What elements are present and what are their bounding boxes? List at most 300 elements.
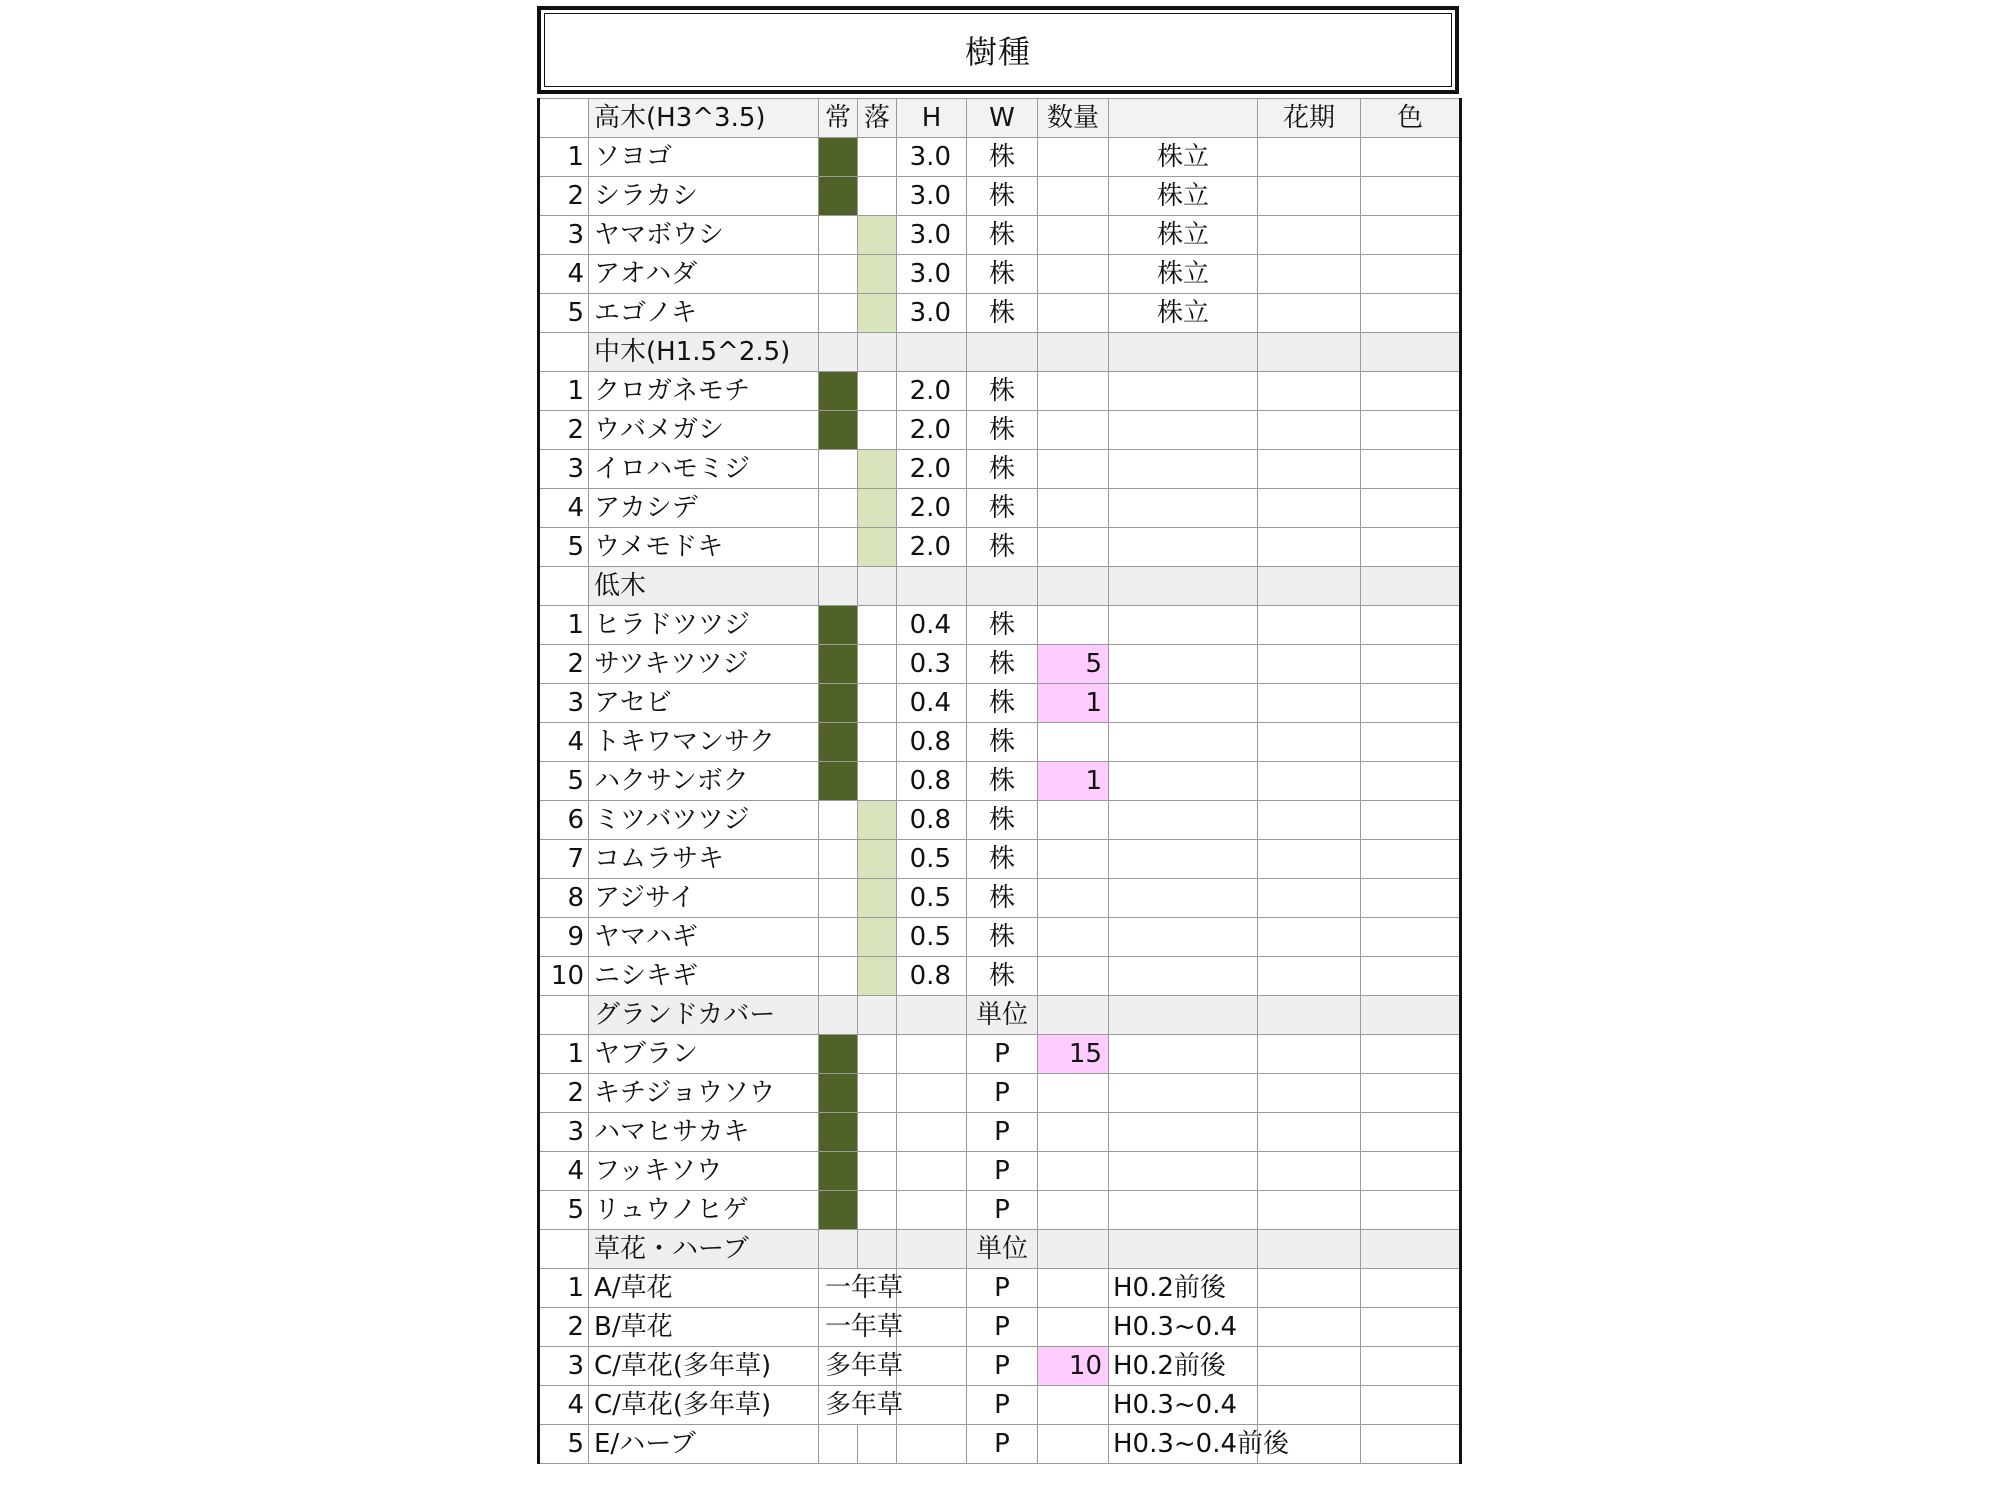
evergreen-cell [819, 684, 858, 723]
quantity-cell [1038, 879, 1109, 918]
plant-name: ヤマボウシ [589, 216, 819, 255]
color-cell [1361, 1386, 1461, 1425]
plant-name: ヒラドツツジ [589, 606, 819, 645]
quantity-cell [1038, 216, 1109, 255]
height-value: 2.0 [897, 450, 967, 489]
section-row [539, 333, 1461, 372]
quantity-cell [1038, 177, 1109, 216]
unit-value: 株 [967, 918, 1038, 957]
section-unit [967, 567, 1038, 606]
table-row [539, 1347, 1461, 1386]
note-cell [1109, 1074, 1258, 1113]
bloom-cell [1258, 840, 1361, 879]
header-deciduous: 落 [858, 99, 897, 138]
section-qty [1038, 996, 1109, 1035]
quantity-cell [1038, 255, 1109, 294]
note-cell: 株立 [1109, 255, 1258, 294]
deciduous-cell [858, 489, 897, 528]
section-bloom [1258, 996, 1361, 1035]
table-row [539, 255, 1461, 294]
height-value [897, 1269, 967, 1308]
plant-name: シラカシ [589, 177, 819, 216]
note-cell [1109, 606, 1258, 645]
height-value [897, 1308, 967, 1347]
bloom-cell [1258, 216, 1361, 255]
quantity-cell [1038, 606, 1109, 645]
table-row [539, 177, 1461, 216]
row-number: 5 [539, 294, 589, 333]
height-value: 0.3 [897, 645, 967, 684]
unit-value: 株 [967, 528, 1038, 567]
section-h [897, 567, 967, 606]
section-qty [1038, 567, 1109, 606]
row-number: 2 [539, 177, 589, 216]
row-number: 1 [539, 606, 589, 645]
evergreen-cell [819, 528, 858, 567]
row-number: 4 [539, 489, 589, 528]
height-value: 3.0 [897, 294, 967, 333]
table-row [539, 1152, 1461, 1191]
section-row [539, 567, 1461, 606]
unit-value: P [967, 1308, 1038, 1347]
plant-name: ウメモドキ [589, 528, 819, 567]
row-number: 9 [539, 918, 589, 957]
deciduous-cell [858, 879, 897, 918]
deciduous-cell [858, 762, 897, 801]
section-bloom [1258, 1230, 1361, 1269]
deciduous-cell [858, 840, 897, 879]
section-note [1109, 996, 1258, 1035]
row-number: 5 [539, 1425, 589, 1464]
table-row [539, 450, 1461, 489]
color-cell [1361, 1191, 1461, 1230]
color-cell [1361, 411, 1461, 450]
table-row [539, 1269, 1461, 1308]
header-bloom: 花期 [1258, 99, 1361, 138]
table-row [539, 957, 1461, 996]
section-note [1109, 1230, 1258, 1269]
row-number: 3 [539, 684, 589, 723]
quantity-cell [1038, 723, 1109, 762]
note-cell [1109, 372, 1258, 411]
quantity-cell: 15 [1038, 1035, 1109, 1074]
height-value: 0.4 [897, 684, 967, 723]
evergreen-cell [819, 918, 858, 957]
row-number: 4 [539, 723, 589, 762]
color-cell [1361, 684, 1461, 723]
quantity-cell [1038, 1152, 1109, 1191]
unit-value: 株 [967, 957, 1038, 996]
section-note [1109, 567, 1258, 606]
row-number: 1 [539, 138, 589, 177]
deciduous-cell [858, 801, 897, 840]
bloom-cell [1258, 1074, 1361, 1113]
table-row [539, 294, 1461, 333]
row-number: 2 [539, 1308, 589, 1347]
bloom-cell [1258, 489, 1361, 528]
height-value: 2.0 [897, 528, 967, 567]
table-row [539, 411, 1461, 450]
unit-value: 株 [967, 138, 1038, 177]
evergreen-cell [819, 957, 858, 996]
header-row [539, 99, 1461, 138]
plant-name: アセビ [589, 684, 819, 723]
plant-kind: 多年草 [819, 1347, 897, 1386]
deciduous-cell [858, 723, 897, 762]
unit-value: P [967, 1386, 1038, 1425]
table-row [539, 1074, 1461, 1113]
page-title: 樹種 [964, 33, 1031, 71]
section-h [897, 333, 967, 372]
height-value: 3.0 [897, 138, 967, 177]
title-box [537, 6, 1459, 94]
section-qty [1038, 333, 1109, 372]
bloom-cell [1258, 1347, 1361, 1386]
note-cell: H0.3~0.4 [1109, 1386, 1258, 1425]
table-row [539, 528, 1461, 567]
height-value: 2.0 [897, 372, 967, 411]
height-value: 0.8 [897, 801, 967, 840]
section-ev [819, 1230, 858, 1269]
height-value [897, 1386, 967, 1425]
plant-name: ハマヒサカキ [589, 1113, 819, 1152]
section-note [1109, 333, 1258, 372]
unit-value: P [967, 1074, 1038, 1113]
bloom-cell [1258, 1308, 1361, 1347]
section-dc [858, 567, 897, 606]
plant-name: サツキツツジ [589, 645, 819, 684]
note-cell [1109, 918, 1258, 957]
quantity-cell [1038, 1074, 1109, 1113]
section-title: 低木 [589, 567, 819, 606]
color-cell [1361, 918, 1461, 957]
plant-name: B/草花 [589, 1308, 819, 1347]
section-no [539, 1230, 589, 1269]
section-h [897, 996, 967, 1035]
bloom-cell [1258, 138, 1361, 177]
unit-value: 株 [967, 411, 1038, 450]
color-cell [1361, 801, 1461, 840]
header-category: 高木(H3^3.5) [589, 99, 819, 138]
unit-value: 株 [967, 294, 1038, 333]
table-row [539, 684, 1461, 723]
bloom-cell [1258, 411, 1361, 450]
quantity-cell: 10 [1038, 1347, 1109, 1386]
note-cell: 株立 [1109, 216, 1258, 255]
quantity-cell: 1 [1038, 684, 1109, 723]
deciduous-cell [858, 1074, 897, 1113]
height-value: 0.4 [897, 606, 967, 645]
deciduous-cell [858, 1035, 897, 1074]
evergreen-cell [819, 450, 858, 489]
note-cell [1109, 1191, 1258, 1230]
evergreen-cell [819, 801, 858, 840]
bloom-cell [1258, 1152, 1361, 1191]
plant-table [537, 98, 1462, 1464]
color-cell [1361, 1425, 1461, 1464]
deciduous-cell [858, 372, 897, 411]
section-title: 中木(H1.5^2.5) [589, 333, 819, 372]
color-cell [1361, 723, 1461, 762]
deciduous-cell [858, 177, 897, 216]
height-value: 0.8 [897, 957, 967, 996]
evergreen-cell [819, 294, 858, 333]
quantity-cell [1038, 1191, 1109, 1230]
plant-name: ウバメガシ [589, 411, 819, 450]
deciduous-cell [858, 255, 897, 294]
plant-name: アオハダ [589, 255, 819, 294]
unit-value: 株 [967, 450, 1038, 489]
bloom-cell [1258, 762, 1361, 801]
table-row [539, 606, 1461, 645]
quantity-cell [1038, 372, 1109, 411]
bloom-cell [1258, 450, 1361, 489]
bloom-cell [1258, 1269, 1361, 1308]
quantity-cell [1038, 1386, 1109, 1425]
note-cell [1109, 450, 1258, 489]
deciduous-cell [858, 294, 897, 333]
unit-value: 株 [967, 489, 1038, 528]
color-cell [1361, 1152, 1461, 1191]
unit-value: 株 [967, 801, 1038, 840]
evergreen-cell [819, 1152, 858, 1191]
evergreen-cell [819, 645, 858, 684]
row-number: 7 [539, 840, 589, 879]
deciduous-cell [858, 1425, 897, 1464]
plant-name: ミツバツツジ [589, 801, 819, 840]
color-cell [1361, 762, 1461, 801]
bloom-cell [1258, 1386, 1361, 1425]
quantity-cell [1038, 138, 1109, 177]
plant-list-sheet [537, 6, 1459, 1464]
table-row [539, 1386, 1461, 1425]
section-bloom [1258, 567, 1361, 606]
evergreen-cell [819, 762, 858, 801]
color-cell [1361, 528, 1461, 567]
table-row [539, 879, 1461, 918]
unit-value: 株 [967, 255, 1038, 294]
note-cell [1109, 723, 1258, 762]
quantity-cell [1038, 1269, 1109, 1308]
plant-name: エゴノキ [589, 294, 819, 333]
row-number: 5 [539, 762, 589, 801]
plant-name: コムラサキ [589, 840, 819, 879]
height-value: 0.8 [897, 762, 967, 801]
plant-name: キチジョウソウ [589, 1074, 819, 1113]
note-cell [1109, 411, 1258, 450]
plant-name: C/草花(多年草) [589, 1386, 819, 1425]
note-cell: 株立 [1109, 177, 1258, 216]
evergreen-cell [819, 489, 858, 528]
note-cell [1109, 840, 1258, 879]
table-row [539, 1191, 1461, 1230]
note-cell [1109, 801, 1258, 840]
unit-value: 株 [967, 762, 1038, 801]
deciduous-cell [858, 528, 897, 567]
unit-value: 株 [967, 177, 1038, 216]
color-cell [1361, 606, 1461, 645]
deciduous-cell [858, 918, 897, 957]
plant-name: アカシデ [589, 489, 819, 528]
note-cell: H0.2前後 [1109, 1269, 1258, 1308]
height-value: 0.5 [897, 918, 967, 957]
note-cell: 株立 [1109, 138, 1258, 177]
note-cell [1109, 1035, 1258, 1074]
header-w: W [967, 99, 1038, 138]
section-color [1361, 567, 1461, 606]
height-value [897, 1113, 967, 1152]
quantity-cell [1038, 528, 1109, 567]
table-row [539, 1308, 1461, 1347]
note-cell [1109, 879, 1258, 918]
deciduous-cell [858, 1152, 897, 1191]
bloom-cell [1258, 372, 1361, 411]
quantity-cell [1038, 294, 1109, 333]
row-number: 2 [539, 645, 589, 684]
plant-name: A/草花 [589, 1269, 819, 1308]
evergreen-cell [819, 372, 858, 411]
color-cell [1361, 879, 1461, 918]
height-value: 0.5 [897, 840, 967, 879]
section-h [897, 1230, 967, 1269]
unit-value: 株 [967, 216, 1038, 255]
row-number: 3 [539, 216, 589, 255]
row-number: 2 [539, 411, 589, 450]
quantity-cell: 1 [1038, 762, 1109, 801]
plant-name: トキワマンサク [589, 723, 819, 762]
bloom-cell [1258, 1035, 1361, 1074]
table-row [539, 918, 1461, 957]
height-value [897, 1152, 967, 1191]
header-qty: 数量 [1038, 99, 1109, 138]
quantity-cell [1038, 801, 1109, 840]
row-number: 4 [539, 1386, 589, 1425]
header-no [539, 99, 589, 138]
color-cell [1361, 294, 1461, 333]
table-row [539, 645, 1461, 684]
unit-value: P [967, 1269, 1038, 1308]
section-unit: 単位 [967, 996, 1038, 1035]
evergreen-cell [819, 1191, 858, 1230]
bloom-cell [1258, 528, 1361, 567]
deciduous-cell [858, 138, 897, 177]
height-value: 3.0 [897, 255, 967, 294]
note-cell: 株立 [1109, 294, 1258, 333]
section-ev [819, 996, 858, 1035]
section-unit [967, 333, 1038, 372]
bloom-cell [1258, 606, 1361, 645]
note-cell [1109, 1113, 1258, 1152]
section-ev [819, 567, 858, 606]
evergreen-cell [819, 879, 858, 918]
deciduous-cell [858, 1191, 897, 1230]
section-row [539, 1230, 1461, 1269]
note-cell: H0.3~0.4 [1109, 1308, 1258, 1347]
row-number: 2 [539, 1074, 589, 1113]
quantity-cell [1038, 1425, 1109, 1464]
quantity-cell [1038, 918, 1109, 957]
section-dc [858, 1230, 897, 1269]
section-no [539, 333, 589, 372]
evergreen-cell [819, 138, 858, 177]
quantity-cell [1038, 411, 1109, 450]
bloom-cell [1258, 801, 1361, 840]
deciduous-cell [858, 957, 897, 996]
quantity-cell [1038, 840, 1109, 879]
unit-value: 株 [967, 606, 1038, 645]
row-number: 4 [539, 1152, 589, 1191]
color-cell [1361, 840, 1461, 879]
evergreen-cell [819, 177, 858, 216]
section-qty [1038, 1230, 1109, 1269]
table-row [539, 801, 1461, 840]
color-cell [1361, 1269, 1461, 1308]
height-value: 0.8 [897, 723, 967, 762]
section-ev [819, 333, 858, 372]
plant-name: リュウノヒゲ [589, 1191, 819, 1230]
color-cell [1361, 216, 1461, 255]
color-cell [1361, 177, 1461, 216]
section-color [1361, 1230, 1461, 1269]
plant-name: E/ハーブ [589, 1425, 819, 1464]
table-row [539, 762, 1461, 801]
section-row [539, 996, 1461, 1035]
header-evergreen: 常 [819, 99, 858, 138]
color-cell [1361, 489, 1461, 528]
color-cell [1361, 450, 1461, 489]
unit-value: 株 [967, 840, 1038, 879]
evergreen-cell [819, 1035, 858, 1074]
color-cell [1361, 957, 1461, 996]
quantity-cell [1038, 1113, 1109, 1152]
unit-value: P [967, 1113, 1038, 1152]
bloom-cell [1258, 1191, 1361, 1230]
bloom-cell [1258, 255, 1361, 294]
plant-kind: 一年草 [819, 1269, 897, 1308]
deciduous-cell [858, 450, 897, 489]
plant-name: ソヨゴ [589, 138, 819, 177]
deciduous-cell [858, 684, 897, 723]
color-cell [1361, 1113, 1461, 1152]
plant-name: アジサイ [589, 879, 819, 918]
color-cell [1361, 372, 1461, 411]
row-number: 8 [539, 879, 589, 918]
height-value [897, 1074, 967, 1113]
row-number: 3 [539, 1347, 589, 1386]
note-cell [1109, 645, 1258, 684]
evergreen-cell [819, 606, 858, 645]
section-title: グランドカバー [589, 996, 819, 1035]
bloom-cell [1258, 684, 1361, 723]
evergreen-cell [819, 255, 858, 294]
table-row [539, 1113, 1461, 1152]
plant-kind: 一年草 [819, 1308, 897, 1347]
table-row [539, 372, 1461, 411]
bloom-cell [1258, 957, 1361, 996]
unit-value: 株 [967, 684, 1038, 723]
evergreen-cell [819, 723, 858, 762]
quantity-cell [1038, 450, 1109, 489]
row-number: 1 [539, 1035, 589, 1074]
height-value: 0.5 [897, 879, 967, 918]
unit-value: 株 [967, 879, 1038, 918]
deciduous-cell [858, 1113, 897, 1152]
section-title: 草花・ハーブ [589, 1230, 819, 1269]
plant-name: クロガネモチ [589, 372, 819, 411]
note-cell [1109, 528, 1258, 567]
plant-kind: 多年草 [819, 1386, 897, 1425]
color-cell [1361, 138, 1461, 177]
